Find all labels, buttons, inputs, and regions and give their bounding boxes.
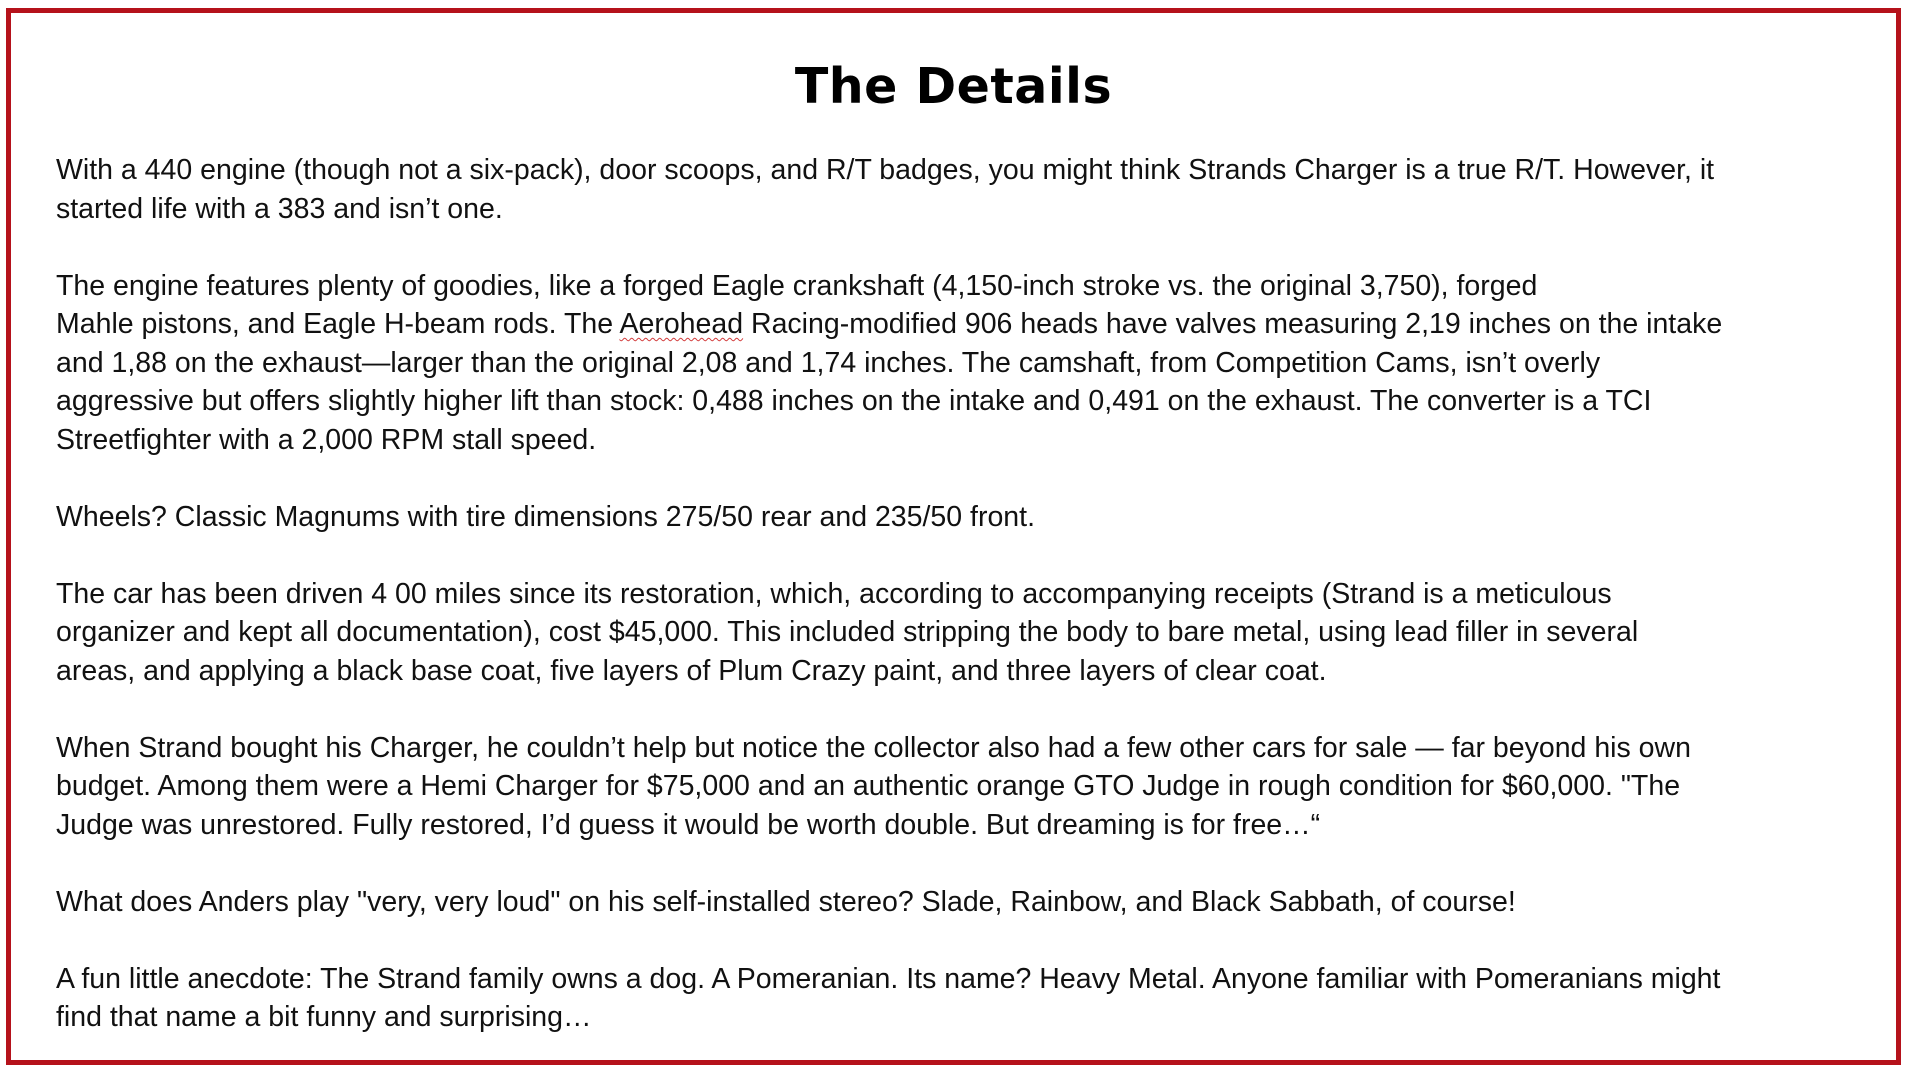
page-title: The Details bbox=[794, 58, 1113, 115]
text-line: Judge was unrestored. Fully restored, I’d guess it would be worth double. But dreaming is for free…“ bbox=[56, 808, 1321, 841]
spellcheck-flagged-word[interactable]: Aerohead bbox=[619, 308, 744, 340]
text-line: Streetfighter with a 2,000 RPM stall speed. bbox=[56, 423, 597, 456]
paragraph-engine bbox=[56, 267, 1871, 460]
text-line: When Strand bought his Charger, he couldn’t help but notice the collector also had a few other cars for sale — far beyond his own bbox=[56, 731, 1691, 764]
paragraph-wheels bbox=[56, 498, 1871, 537]
text-line: The engine features plenty of goodies, like a forged Eagle crankshaft (4,150-inch stroke vs. the original 3,750), forged bbox=[56, 269, 1538, 302]
text-segment: Mahle pistons, and Eagle H-beam rods. The bbox=[56, 308, 620, 340]
text-line: and 1,88 on the exhaust—larger than the original 2,08 and 1,74 inches. The camshaft, from Competition Cams, isn’t overly bbox=[56, 346, 1601, 379]
text-line: The car has been driven 4 00 miles since its restoration, which, according to accompanying receipts (Strand is a meticulous bbox=[56, 577, 1612, 610]
text-line: Wheels? Classic Magnums with tire dimensions 275/50 rear and 235/50 front. bbox=[56, 500, 1035, 533]
document-body bbox=[56, 151, 1871, 1037]
text-line: find that name a bit funny and surprising… bbox=[56, 1001, 592, 1033]
text-line: A fun little anecdote: The Strand family owns a dog. A Pomeranian. Its name? Heavy Metal. Anyone familiar with Pomeranians might bbox=[56, 962, 1721, 995]
text-line: budget. Among them were a Hemi Charger for $75,000 and an authentic orange GTO Judge in rough condition for $60,000. "The bbox=[56, 770, 1681, 802]
text-line: With a 440 engine (though not a six-pack), door scoops, and R/T badges, you might think Strands Charger is a true R/T. However, it bbox=[56, 154, 1715, 186]
text-line bbox=[56, 305, 1871, 344]
text-line: What does Anders play "very, very loud" on his self-installed stereo? Slade, Rainbow, and Black Sabbath, of course! bbox=[56, 885, 1516, 918]
paragraph-restoration bbox=[56, 575, 1871, 691]
paragraph-anecdote bbox=[56, 960, 1871, 1037]
text-line: organizer and kept all documentation), cost $45,000. This included stripping the body to bare metal, using lead filler in several bbox=[56, 616, 1639, 648]
paragraph-purchase bbox=[56, 729, 1871, 845]
text-line: aggressive but offers slightly higher lift than stock: 0,488 inches on the intake and 0,491 on the exhaust. The converter is a TCI bbox=[56, 385, 1652, 417]
text-segment: Racing-modified 906 heads have valves measuring 2,19 inches on the intake bbox=[743, 308, 1723, 340]
text-line: areas, and applying a black base coat, five layers of Plum Crazy paint, and three layers of clear coat. bbox=[56, 654, 1327, 687]
text-line: started life with a 383 and isn’t one. bbox=[56, 192, 503, 225]
paragraph-intro bbox=[56, 151, 1871, 228]
document-frame bbox=[6, 8, 1901, 1065]
paragraph-stereo bbox=[56, 883, 1871, 922]
